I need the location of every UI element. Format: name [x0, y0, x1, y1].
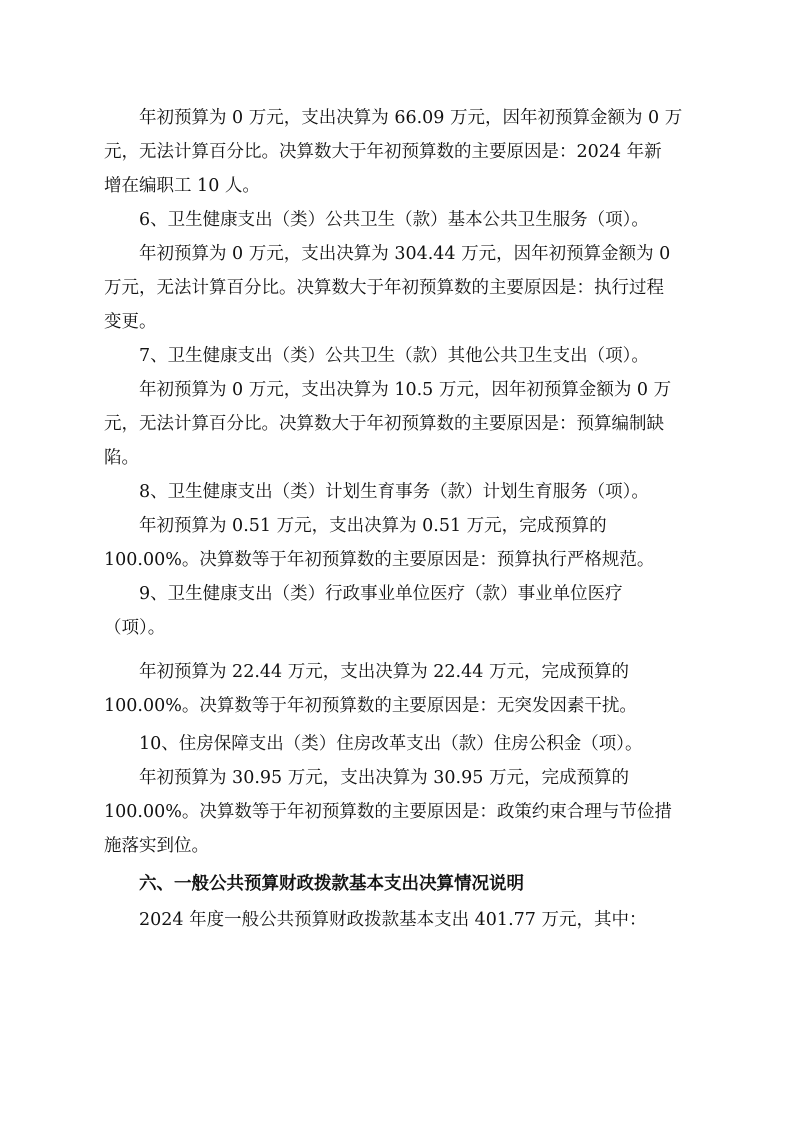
paragraph-line: 年初预算为 22.44 万元，支出决算为 22.44 万元，完成预算的: [139, 662, 629, 682]
paragraph-budget-note-1: [104, 101, 699, 203]
paragraph-line: 年初预算为 0.51 万元，支出决算为 0.51 万元，完成预算的: [139, 516, 607, 536]
paragraph-line: 100.00%。决算数等于年初预算数的主要原因是：政策约束合理与节俭措: [104, 802, 672, 822]
paragraph-line: 7、卫生健康支出（类）公共卫生（款）其他公共卫生支出（项）。: [139, 346, 649, 366]
paragraph-line: 2024 年度一般公共预算财政拨款基本支出 401.77 万元，其中：: [139, 910, 647, 930]
paragraph-line: 8、卫生健康支出（类）计划生育事务（款）计划生育服务（项）。: [139, 482, 649, 502]
paragraph-budget-note-10: [104, 761, 699, 863]
paragraph-budget-note-8: [104, 509, 699, 577]
paragraph-line: 年初预算为 0 万元，支出决算为 304.44 万元，因年初预算金额为 0: [139, 244, 671, 264]
item-heading-8: [139, 475, 699, 509]
paragraph-budget-note-9: [104, 655, 699, 723]
paragraph-line: 10、住房保障支出（类）住房改革支出（款）住房公积金（项）。: [139, 734, 643, 754]
paragraph-line: 万元，无法计算百分比。决算数大于年初预算数的主要原因是：执行过程: [104, 278, 664, 298]
item-heading-7: [139, 339, 699, 373]
paragraph-line: 100.00%。决算数等于年初预算数的主要原因是：无突发因素干扰。: [104, 696, 637, 716]
item-heading-6: [139, 203, 699, 237]
paragraph-line: 变更。: [104, 312, 157, 332]
paragraph-line: 6、卫生健康支出（类）公共卫生（款）基本公共卫生服务（项）。: [139, 210, 649, 230]
paragraph-line: 年初预算为 0 万元，支出决算为 66.09 万元，因年初预算金额为 0 万: [139, 108, 683, 128]
paragraph-line: （项）。: [104, 618, 166, 638]
section-heading: 六、一般公共预算财政拨款基本支出决算情况说明: [139, 874, 524, 894]
paragraph-line: 年初预算为 0 万元，支出决算为 10.5 万元，因年初预算金额为 0 万: [139, 380, 672, 400]
item-heading-9: [104, 577, 699, 645]
paragraph-line: 年初预算为 30.95 万元，支出决算为 30.95 万元，完成预算的: [139, 768, 629, 788]
paragraph-line: 9、卫生健康支出（类）行政事业单位医疗（款）事业单位医疗: [139, 584, 623, 604]
paragraph-line: 陷。: [104, 448, 139, 468]
paragraph-budget-note-6: [104, 237, 699, 339]
paragraph-line: 元，无法计算百分比。决算数大于年初预算数的主要原因是：预算编制缺: [104, 414, 664, 434]
paragraph-line: 施落实到位。: [104, 836, 209, 856]
paragraph-line: 元，无法计算百分比。决算数大于年初预算数的主要原因是：2024 年新: [104, 142, 662, 162]
item-heading-10: [139, 727, 699, 761]
closing-paragraph: [139, 903, 699, 937]
paragraph-line: 增在编职工 10 人。: [104, 176, 260, 196]
paragraph-budget-note-7: [104, 373, 699, 475]
paragraph-line: 100.00%。决算数等于年初预算数的主要原因是：预算执行严格规范。: [104, 550, 655, 570]
